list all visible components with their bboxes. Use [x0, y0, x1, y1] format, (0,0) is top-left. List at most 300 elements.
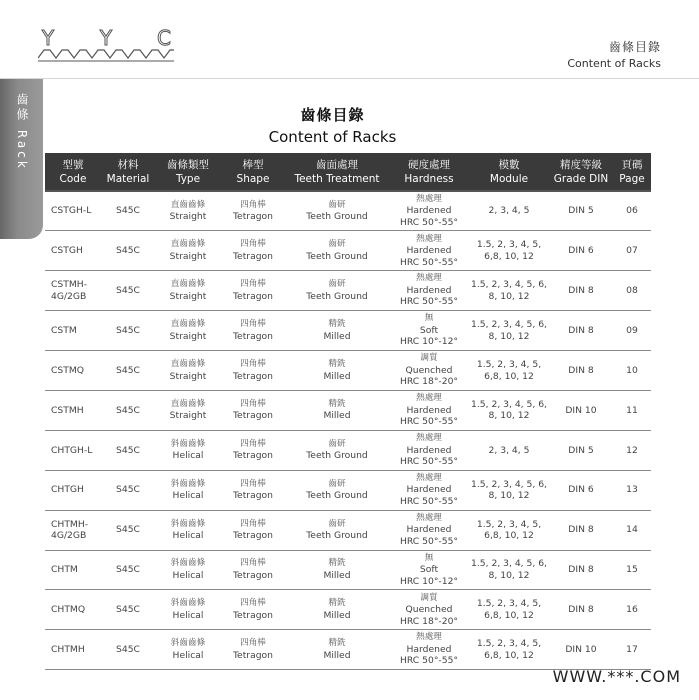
cell-hardness-text: HRC 50°-55° — [399, 296, 459, 308]
cell-shape — [221, 351, 285, 391]
column-header — [285, 153, 389, 191]
cell-grade-text: DIN 8 — [568, 364, 594, 376]
watermark: WWW.***.COM — [552, 667, 681, 686]
cell-type-text: Helical — [172, 530, 204, 542]
cell-code — [45, 630, 101, 670]
cell-code — [45, 430, 101, 470]
table-row — [45, 351, 651, 391]
column-header — [469, 153, 549, 191]
cell-type-text: Straight — [169, 330, 207, 342]
cell-shape — [221, 430, 285, 470]
table-row — [45, 271, 651, 311]
cell-hardness-text: HRC 50°-55° — [399, 655, 459, 667]
cell-shape — [221, 470, 285, 510]
table-row — [45, 430, 651, 470]
cell-page — [613, 470, 651, 510]
cell-shape-text: Tetragon — [233, 290, 273, 302]
cell-shape-text: Tetragon — [233, 530, 273, 542]
table-header — [45, 153, 651, 191]
cell-type — [155, 590, 221, 630]
cell-material-text: S45C — [116, 404, 140, 416]
cell-material-text: S45C — [116, 604, 140, 616]
cell-material-text: S45C — [116, 524, 140, 536]
cell-page — [613, 191, 651, 231]
cell-shape-text: Tetragon — [233, 370, 273, 382]
side-tab-rack[interactable] — [0, 79, 43, 239]
header-title-en: Content of Racks — [567, 57, 661, 70]
cell-page-text: 08 — [626, 284, 638, 296]
cell-teeth-treatment-text: 精銑 — [328, 558, 346, 569]
column-header-zh: 精度等級 — [560, 158, 602, 171]
column-header-zh: 齒面處理 — [316, 158, 358, 171]
column-header-en: Code — [59, 172, 87, 185]
cell-hardness-text: 熱處理 — [416, 433, 442, 444]
cell-hardness-text: Hardened — [406, 524, 452, 536]
cell-teeth-treatment-text: 齒研 — [328, 518, 346, 529]
cell-code — [45, 390, 101, 430]
cell-teeth-treatment — [285, 430, 389, 470]
column-header-en: Module — [489, 172, 529, 185]
cell-page — [613, 311, 651, 351]
cell-grade-text: DIN 8 — [568, 284, 594, 296]
cell-material-text: S45C — [116, 643, 140, 655]
column-header — [221, 153, 285, 191]
cell-type — [155, 430, 221, 470]
column-header-zh: 硬度處理 — [408, 158, 450, 171]
cell-hardness-text: 熱處理 — [416, 193, 442, 204]
column-header — [101, 153, 155, 191]
gear-rack-icon — [38, 46, 174, 64]
cell-hardness-text: HRC 10°-12° — [399, 575, 459, 587]
cell-shape — [221, 590, 285, 630]
cell-teeth-treatment-text: 精銑 — [328, 359, 346, 369]
table-row — [45, 510, 651, 550]
cell-shape — [221, 630, 285, 670]
cell-shape-text: 四角棒 — [240, 319, 266, 330]
cell-type-text: Helical — [172, 609, 204, 621]
column-header — [613, 153, 651, 191]
cell-grade — [549, 311, 613, 351]
cell-module-text: 1.5, 2, 3, 4, 5, 6,8, 10, 12 — [476, 239, 542, 262]
cell-teeth-treatment — [285, 510, 389, 550]
cell-hardness-text: 熱處理 — [416, 233, 442, 244]
cell-page-text: 14 — [626, 524, 638, 536]
cell-material-text: S45C — [116, 364, 140, 376]
cell-shape — [221, 390, 285, 430]
table-body — [45, 191, 651, 670]
cell-type-text: 斜齒齒條 — [170, 438, 206, 449]
cell-code-text: CSTGH-L — [51, 205, 92, 217]
logo-letters — [38, 26, 174, 50]
cell-material-text: S45C — [116, 245, 140, 257]
cell-material-text: S45C — [116, 324, 140, 336]
cell-material — [101, 550, 155, 590]
cell-code — [45, 590, 101, 630]
column-header-en: Grade DIN — [553, 172, 609, 185]
header-section-title — [567, 38, 661, 70]
cell-shape-text: Tetragon — [233, 211, 273, 223]
cell-shape-text: Tetragon — [233, 609, 273, 621]
cell-hardness-text: 熱處理 — [416, 273, 442, 284]
cell-type-text: Straight — [169, 290, 207, 302]
cell-type-text: 直齒齒條 — [170, 199, 206, 210]
cell-hardness-text: Hardened — [406, 245, 452, 257]
cell-shape-text: 四角棒 — [240, 279, 266, 290]
cell-material — [101, 390, 155, 430]
cell-teeth-treatment-text: Teeth Ground — [306, 450, 368, 462]
cell-shape — [221, 311, 285, 351]
cell-hardness-text: Hardened — [406, 484, 452, 496]
cell-page-text: 17 — [626, 643, 638, 655]
column-header — [45, 153, 101, 191]
cell-teeth-treatment — [285, 271, 389, 311]
cell-shape-text: Tetragon — [233, 250, 273, 262]
company-logo — [38, 26, 174, 66]
cell-page — [613, 271, 651, 311]
cell-teeth-treatment-text: Teeth Ground — [306, 290, 368, 302]
cell-type-text: 直齒齒條 — [170, 279, 206, 290]
cell-material — [101, 630, 155, 670]
page-title-en: Content of Racks — [268, 128, 397, 146]
cell-material — [101, 590, 155, 630]
cell-teeth-treatment-text: 精銑 — [328, 398, 346, 409]
cell-code-text: CSTMH- 4G/2GB — [51, 279, 88, 302]
logo-letter: Y — [41, 26, 55, 50]
cell-page — [613, 630, 651, 670]
column-header-en: Type — [175, 172, 201, 185]
cell-teeth-treatment-text: Milled — [323, 649, 351, 661]
cell-type-text: 斜齒齒條 — [170, 478, 206, 489]
cell-page — [613, 390, 651, 430]
cell-page-text: 13 — [626, 484, 638, 496]
cell-type-text: 直齒齒條 — [170, 398, 206, 409]
header-divider — [0, 78, 699, 79]
column-header-en: Hardness — [404, 172, 454, 185]
cell-page — [613, 510, 651, 550]
cell-shape — [221, 550, 285, 590]
cell-shape-text: Tetragon — [233, 410, 273, 422]
cell-hardness — [389, 390, 469, 430]
cell-material — [101, 191, 155, 231]
cell-hardness-text: 熱處理 — [416, 512, 442, 523]
cell-hardness-text: 熱處理 — [416, 472, 442, 483]
cell-module — [469, 191, 549, 231]
cell-grade — [549, 191, 613, 231]
table-row — [45, 630, 651, 670]
cell-page — [613, 430, 651, 470]
cell-grade-text: DIN 5 — [568, 205, 594, 217]
cell-hardness-text: Quenched — [405, 364, 453, 376]
cell-hardness-text: HRC 50°-55° — [399, 216, 459, 228]
cell-code — [45, 231, 101, 271]
cell-type — [155, 510, 221, 550]
racks-table — [45, 153, 651, 670]
cell-hardness — [389, 191, 469, 231]
cell-code-text: CSTMH — [51, 404, 84, 416]
cell-type-text: Helical — [172, 490, 204, 502]
cell-teeth-treatment — [285, 191, 389, 231]
cell-type-text: Helical — [172, 450, 204, 462]
cell-type-text: 斜齒齒條 — [170, 598, 206, 609]
cell-teeth-treatment-text: Teeth Ground — [306, 530, 368, 542]
cell-module — [469, 271, 549, 311]
cell-module — [469, 351, 549, 391]
cell-module-text: 1.5, 2, 3, 4, 5, 6,8, 10, 12 — [476, 518, 542, 542]
cell-shape-text: Tetragon — [233, 649, 273, 661]
table-row — [45, 191, 651, 231]
cell-hardness-text: HRC 18°-20° — [399, 615, 459, 627]
cell-page-text: 12 — [626, 444, 638, 456]
cell-hardness-text: HRC 50°-55° — [399, 535, 459, 547]
cell-material-text: S45C — [116, 205, 140, 217]
logo-letter: C — [157, 26, 171, 50]
table-row — [45, 311, 651, 351]
cell-code-text: CSTGH — [51, 245, 83, 257]
cell-teeth-treatment — [285, 231, 389, 271]
cell-module-text: 1.5, 2, 3, 4, 5, 6,8, 10, 12 — [476, 359, 542, 382]
side-tab-label: 齒條 Rack — [15, 93, 29, 171]
cell-module-text: 1.5, 2, 3, 4, 5, 6, 8, 10, 12 — [471, 478, 547, 502]
cell-type — [155, 191, 221, 231]
cell-shape-text: Tetragon — [233, 330, 273, 342]
cell-material — [101, 430, 155, 470]
cell-code — [45, 470, 101, 510]
cell-teeth-treatment — [285, 630, 389, 670]
cell-type — [155, 351, 221, 391]
cell-module — [469, 390, 549, 430]
cell-grade — [549, 510, 613, 550]
cell-teeth-treatment-text: 齒研 — [328, 199, 346, 210]
cell-hardness — [389, 470, 469, 510]
cell-type — [155, 470, 221, 510]
column-header-en: Material — [106, 172, 150, 185]
column-header-zh: 頁碼 — [621, 158, 643, 171]
cell-material — [101, 351, 155, 391]
cell-shape-text: Tetragon — [233, 490, 273, 502]
cell-page-text: 09 — [626, 324, 638, 336]
page-title-zh: 齒條目錄 — [300, 106, 365, 124]
cell-teeth-treatment-text: Milled — [323, 330, 351, 342]
cell-module-text: 2, 3, 4, 5 — [488, 205, 530, 217]
cell-page-text: 10 — [626, 364, 638, 376]
column-header-en: Teeth Treatment — [294, 172, 380, 185]
cell-hardness-text: HRC 50°-55° — [399, 456, 459, 468]
cell-code — [45, 351, 101, 391]
cell-module — [469, 590, 549, 630]
header-title-zh: 齒條目錄 — [608, 40, 661, 54]
cell-teeth-treatment-text: Teeth Ground — [306, 211, 368, 223]
cell-grade-text: DIN 6 — [568, 245, 594, 257]
cell-hardness-text: HRC 50°-55° — [399, 256, 459, 268]
table-row — [45, 231, 651, 271]
cell-teeth-treatment-text: 齒研 — [328, 478, 346, 489]
cell-hardness-text: Hardened — [406, 205, 452, 217]
cell-teeth-treatment-text: 齒研 — [328, 239, 346, 250]
cell-module-text: 1.5, 2, 3, 4, 5, 6, 8, 10, 12 — [471, 558, 547, 581]
cell-shape-text: 四角棒 — [240, 398, 266, 409]
cell-hardness — [389, 590, 469, 630]
cell-hardness-text: HRC 50°-55° — [399, 495, 459, 507]
cell-type — [155, 550, 221, 590]
cell-page-text: 16 — [626, 604, 638, 616]
cell-type-text: Helical — [172, 649, 204, 661]
cell-material-text: S45C — [116, 484, 140, 496]
cell-code-text: CHTMQ — [51, 604, 86, 616]
cell-shape-text: 四角棒 — [240, 438, 266, 449]
cell-code — [45, 311, 101, 351]
cell-type-text: Straight — [169, 211, 207, 223]
cell-teeth-treatment — [285, 590, 389, 630]
column-header-en: Page — [619, 172, 645, 185]
cell-type — [155, 231, 221, 271]
cell-teeth-treatment-text: Teeth Ground — [306, 250, 368, 262]
cell-type — [155, 390, 221, 430]
cell-shape-text: 四角棒 — [240, 359, 266, 369]
cell-hardness-text: Hardened — [406, 404, 452, 416]
cell-type-text: Straight — [169, 410, 207, 422]
cell-code-text: CHTMH- 4G/2GB — [51, 518, 89, 542]
cell-hardness-text: HRC 50°-55° — [399, 416, 459, 428]
cell-hardness-text: 調質 — [420, 592, 438, 603]
cell-module-text: 1.5, 2, 3, 4, 5, 6,8, 10, 12 — [476, 598, 542, 621]
cell-module-text: 1.5, 2, 3, 4, 5, 6, 8, 10, 12 — [471, 319, 547, 342]
cell-hardness — [389, 510, 469, 550]
column-header-zh: 齒條類型 — [167, 158, 209, 171]
cell-type-text: 斜齒齒條 — [170, 518, 206, 529]
cell-page-text: 06 — [626, 205, 638, 217]
cell-grade — [549, 630, 613, 670]
cell-shape-text: 四角棒 — [240, 199, 266, 210]
cell-module — [469, 630, 549, 670]
cell-grade — [549, 390, 613, 430]
table-row — [45, 390, 651, 430]
cell-grade — [549, 430, 613, 470]
cell-teeth-treatment — [285, 550, 389, 590]
cell-module — [469, 311, 549, 351]
cell-hardness-text: 熱處理 — [416, 393, 442, 404]
cell-type — [155, 311, 221, 351]
cell-page — [613, 590, 651, 630]
cell-hardness-text: 調質 — [420, 353, 438, 364]
table-row — [45, 550, 651, 590]
cell-material — [101, 231, 155, 271]
cell-grade — [549, 590, 613, 630]
cell-material — [101, 510, 155, 550]
column-header — [549, 153, 613, 191]
logo-letter: Y — [99, 26, 113, 50]
cell-hardness-text: Hardened — [406, 444, 452, 456]
cell-grade — [549, 271, 613, 311]
cell-shape-text: 四角棒 — [240, 478, 266, 489]
cell-grade-text: DIN 8 — [568, 524, 594, 536]
cell-grade-text: DIN 6 — [568, 484, 594, 496]
cell-shape-text: 四角棒 — [240, 518, 266, 529]
cell-hardness — [389, 550, 469, 590]
cell-hardness — [389, 351, 469, 391]
cell-teeth-treatment-text: 精銑 — [328, 598, 346, 609]
cell-hardness — [389, 630, 469, 670]
column-header-zh: 材料 — [117, 158, 139, 171]
cell-grade — [549, 550, 613, 590]
cell-module — [469, 510, 549, 550]
cell-type-text: 斜齒齒條 — [170, 558, 206, 569]
cell-material — [101, 271, 155, 311]
cell-material — [101, 311, 155, 351]
cell-type-text: Helical — [172, 569, 204, 581]
cell-teeth-treatment-text: Milled — [323, 410, 351, 422]
cell-module — [469, 470, 549, 510]
cell-material — [101, 470, 155, 510]
cell-shape-text: 四角棒 — [240, 558, 266, 569]
cell-grade-text: DIN 8 — [568, 324, 594, 336]
cell-material-text: S45C — [116, 564, 140, 576]
cell-shape — [221, 271, 285, 311]
cell-hardness-text: Soft — [419, 324, 439, 336]
cell-type — [155, 630, 221, 670]
cell-teeth-treatment-text: Milled — [323, 609, 351, 621]
cell-teeth-treatment-text: Milled — [323, 370, 351, 382]
cell-teeth-treatment — [285, 470, 389, 510]
cell-type-text: Straight — [169, 250, 207, 262]
column-header-zh: 模數 — [498, 158, 520, 171]
cell-shape-text: Tetragon — [233, 450, 273, 462]
cell-hardness — [389, 311, 469, 351]
cell-hardness-text: Hardened — [406, 643, 452, 655]
cell-shape-text: 四角棒 — [240, 598, 266, 609]
cell-hardness-text: 無 — [424, 313, 434, 324]
cell-hardness-text: Soft — [419, 564, 439, 576]
cell-type-text: 直齒齒條 — [170, 359, 206, 369]
cell-grade-text: DIN 8 — [568, 604, 594, 616]
cell-type — [155, 271, 221, 311]
table-row — [45, 470, 651, 510]
cell-teeth-treatment-text: 精銑 — [328, 638, 346, 649]
cell-material-text: S45C — [116, 444, 140, 456]
cell-page-text: 11 — [626, 404, 638, 416]
cell-shape-text: 四角棒 — [240, 239, 266, 250]
cell-page-text: 07 — [626, 245, 638, 257]
cell-hardness-text: HRC 18°-20° — [399, 376, 459, 388]
cell-hardness-text: HRC 10°-12° — [399, 336, 459, 348]
cell-code — [45, 271, 101, 311]
cell-teeth-treatment — [285, 311, 389, 351]
cell-code-text: CHTMH — [51, 643, 85, 655]
cell-teeth-treatment-text: Milled — [323, 569, 351, 581]
cell-grade — [549, 470, 613, 510]
cell-teeth-treatment — [285, 351, 389, 391]
column-header-zh: 棒型 — [242, 158, 264, 171]
cell-page — [613, 550, 651, 590]
column-header — [389, 153, 469, 191]
table-row — [45, 590, 651, 630]
column-header-en: Shape — [236, 172, 270, 185]
cell-grade-text: DIN 5 — [568, 444, 594, 456]
cell-teeth-treatment-text: 精銑 — [328, 319, 346, 330]
cell-shape — [221, 191, 285, 231]
cell-code-text: CHTGH-L — [51, 444, 93, 456]
cell-hardness — [389, 231, 469, 271]
column-header-zh: 型號 — [62, 158, 84, 171]
cell-shape-text: 四角棒 — [240, 638, 266, 649]
cell-code-text: CHTM — [51, 564, 78, 576]
cell-type-text: Straight — [169, 370, 207, 382]
cell-code-text: CHTGH — [51, 484, 84, 496]
cell-module-text: 1.5, 2, 3, 4, 5, 6, 8, 10, 12 — [471, 279, 547, 302]
column-header — [155, 153, 221, 191]
cell-hardness-text: 熱處理 — [416, 632, 442, 643]
cell-teeth-treatment — [285, 390, 389, 430]
page-title — [0, 104, 699, 146]
